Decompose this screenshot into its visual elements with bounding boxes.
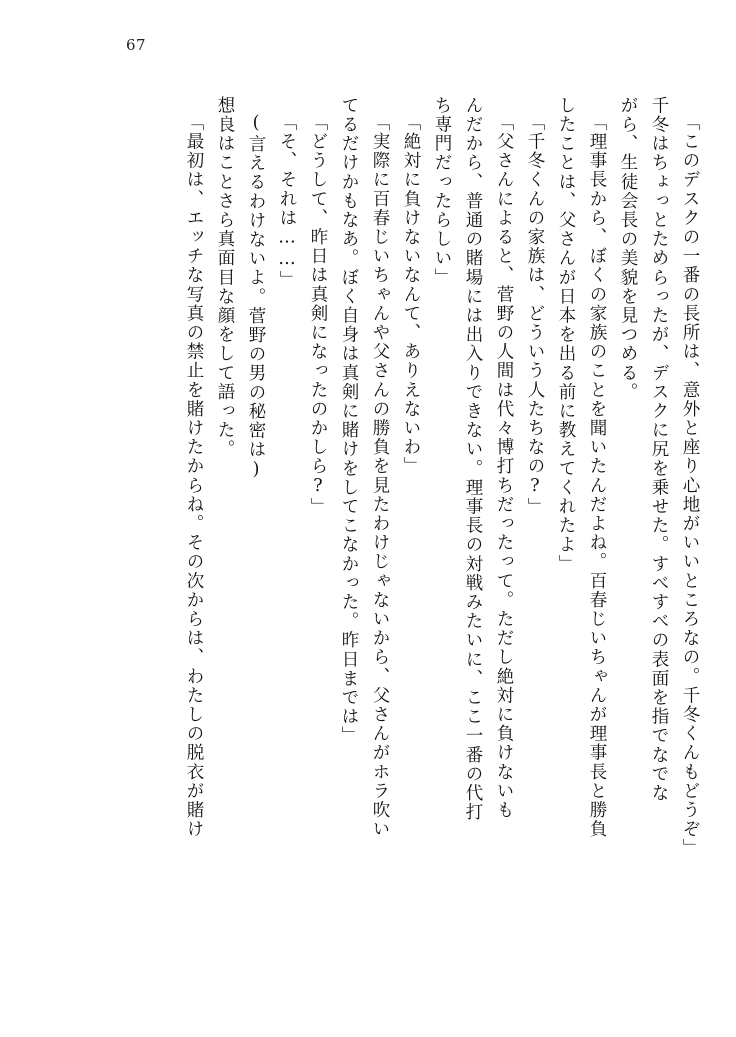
text-line: (言えるわけないよ。菅野の男の秘密は) [246,113,266,481]
text-line: 「理事長から、ぼくの家族のことを聞いたんだよね。百春じいちゃんが理事長と勝負 [587,113,607,839]
text-line: 千冬はちょっとためらったが、デスクに尻を乗せた。すべすべの表面を指でなでな [649,96,669,803]
text-line: 「そ、それは……」 [277,113,297,290]
text-line: ち専門だったらしい」 [432,96,452,287]
text-line: 「どうして、昨日は真剣になったのかしら?」 [308,113,328,517]
vertical-text-body [58,96,698,976]
text-line: 想良はことさら真面目な顔をして語った。 [215,96,235,459]
text-line: んだから、普通の賭場には出入りできない。理事長の対戦みたいに、ここ一番の代打 [463,96,483,822]
page-number: 67 [126,36,147,54]
text-line: 「父さんによると、菅野の人間は代々博打ちだったって。ただし絶対に負けないも [494,113,514,820]
text-line: 「絶対に負けないなんて、ありえないわ」 [401,113,421,476]
text-line: 「このデスクの一番の長所は、意外と座り心地がいいところなの。千冬くんもどうぞ」 [680,113,700,858]
text-line: 「実際に百春じいちゃんや父さんの勝負を見たわけじゃないから、父さんがホラ吹い [370,113,390,839]
text-line: 「千冬くんの家族は、どういう人たちなの?」 [525,113,545,517]
text-line: がら、生徒会長の美貌を見つめる。 [618,96,638,402]
text-line: 「最初は、エッチな写真の禁止を賭けたからね。その次からは、わたしの脱衣が賭け [184,113,204,839]
text-line: てるだけかもなあ。ぼく自身は真剣に賭けをしてこなかった。昨日までは」 [339,96,359,746]
text-line: したことは、父さんが日本を出る前に教えてくれたよ」 [556,96,576,574]
